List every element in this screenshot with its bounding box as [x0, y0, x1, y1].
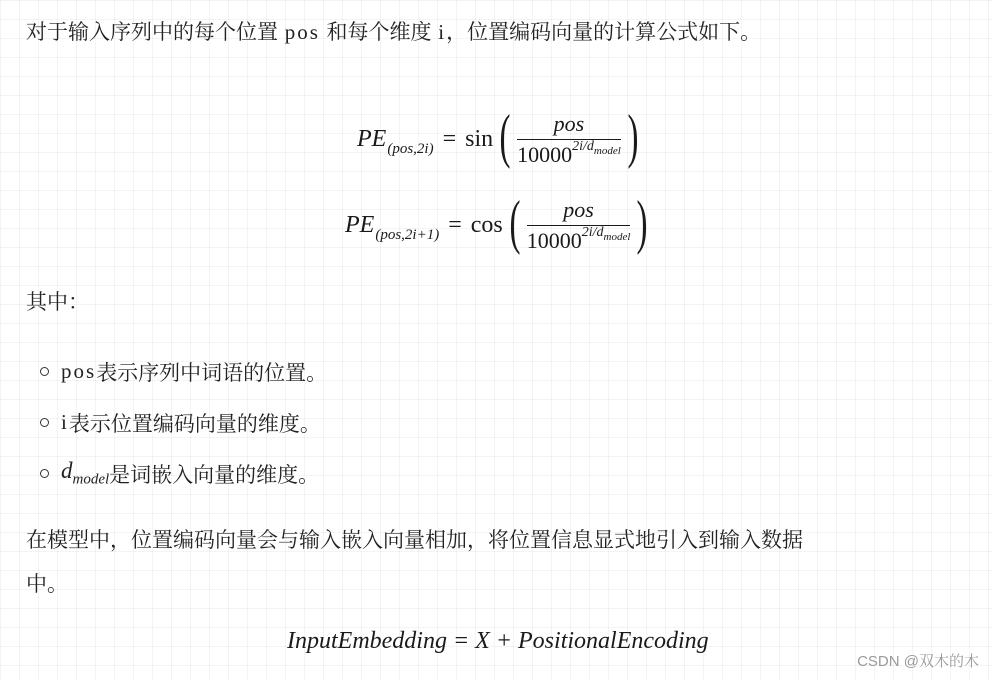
formula-cos-subscript: (pos,2i+1) [375, 226, 440, 243]
formula-sin-equals: = [442, 125, 457, 152]
summary-line-2: 中。 [26, 572, 68, 596]
formula-sin-lhs: PE [357, 125, 387, 152]
bullet-text: 表示序列中词语的位置。 [96, 360, 328, 385]
formula-sin-den-exp: 2i/d [572, 139, 594, 155]
bullet-text: 是词嵌入向量的维度。 [109, 462, 320, 487]
formula-cos-den-exp: 2i/d [581, 225, 604, 241]
bullet-var-d: d [61, 458, 73, 484]
input-embedding-formula: InputEmbedding = X + PositionalEncoding [287, 628, 709, 654]
formula-sin-denominator [517, 140, 621, 168]
formula-sin-numerator: pos [553, 110, 585, 136]
intro-text-after: ，位置编码向量的计算公式如下。 [446, 20, 762, 44]
circle-bullet-icon [40, 367, 49, 376]
formula-sin-func: sin [465, 125, 494, 152]
formula-sin [357, 103, 643, 169]
formula-sin-subscript: (pos,2i) [387, 140, 434, 157]
formula-cos-func: cos [470, 211, 503, 238]
circle-bullet-icon [40, 469, 49, 478]
formula-cos-close-paren: ) [636, 189, 648, 255]
list-item [40, 397, 327, 448]
formula-sin-den-base: 10000 [517, 141, 573, 167]
formula-cos-lhs: PE [345, 211, 375, 238]
formula-sin-fraction [517, 111, 621, 168]
formula-cos-open-paren: ( [509, 189, 521, 255]
intro-var-i: i [438, 20, 447, 44]
list-item [40, 448, 327, 499]
definition-list [40, 346, 327, 499]
formula-cos-fraction [527, 197, 631, 254]
bullet-var-pos: pos [61, 359, 97, 383]
intro-paragraph [26, 11, 761, 53]
formula-cos-numerator: pos [563, 196, 594, 222]
bullet-text: 表示位置编码向量的维度。 [68, 411, 321, 436]
intro-text-before: 对于输入序列中的每个位置 [26, 20, 285, 44]
intro-text-middle: 和每个维度 [319, 20, 439, 44]
bullet-var-dmodel [61, 458, 109, 489]
intro-var-pos: pos [284, 20, 320, 44]
formula-cos-den-base: 10000 [526, 227, 582, 253]
formula-sin-den-exp-sub: model [593, 144, 621, 157]
formula-cos-den-exp-sub: model [603, 230, 631, 243]
formula-sin-close-paren: ) [627, 103, 639, 169]
csdn-watermark: CSDN @双木的木 [857, 653, 979, 670]
formula-cos [345, 189, 652, 255]
bullet-var-d-sub: model [72, 471, 110, 488]
formula-cos-denominator [527, 226, 631, 254]
summary-line-1: 在模型中，位置编码向量会与输入嵌入向量相加，将位置信息显式地引入到输入数据 [26, 528, 803, 552]
where-label: 其中： [26, 290, 89, 314]
list-item [40, 346, 327, 397]
formula-cos-equals: = [448, 211, 462, 238]
bullet-var-i: i [61, 410, 69, 434]
circle-bullet-icon [40, 418, 49, 427]
formula-sin-open-paren: ( [499, 103, 511, 169]
